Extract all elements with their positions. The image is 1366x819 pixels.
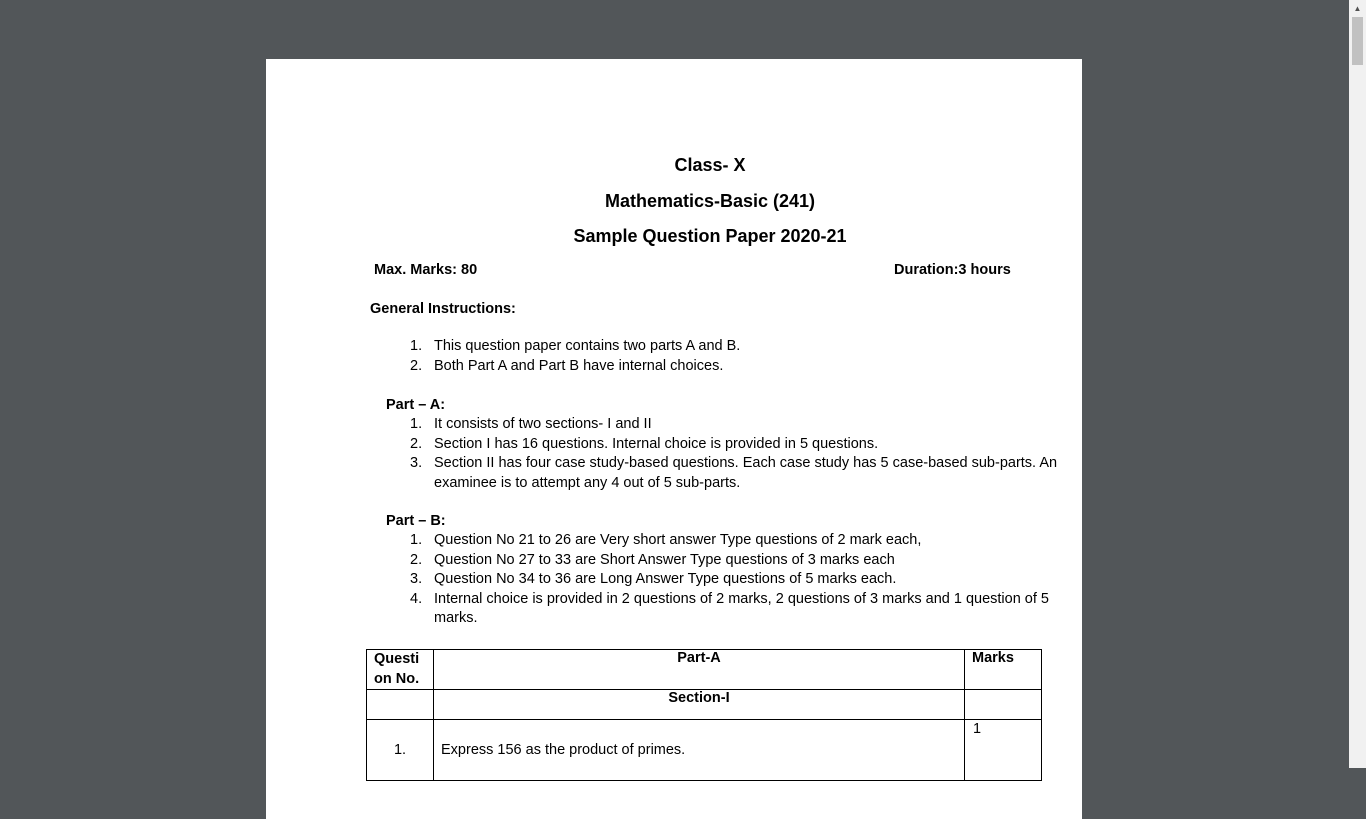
part-a-heading: Part – A: (386, 397, 446, 413)
max-marks: Max. Marks: 80 (374, 262, 478, 278)
section-label: Section-I (434, 690, 965, 720)
header-question-no: Questi on No. (367, 650, 434, 690)
part-b-list (370, 531, 1070, 629)
paper-title: Sample Question Paper 2020-21 (573, 226, 847, 246)
general-instructions-heading: General Instructions: (370, 301, 516, 317)
scroll-up-arrow-icon[interactable]: ▲ (1353, 4, 1362, 13)
header-marks: Marks (965, 650, 1042, 690)
question-marks: 1 (965, 720, 1042, 781)
question-number: 1. (367, 720, 434, 781)
vertical-scrollbar[interactable] (1349, 0, 1366, 768)
list-item: 1. Question No 21 to 26 are Very short answer Type questions of 2 mark each, (410, 532, 922, 548)
section-row (367, 690, 1042, 720)
list-item: 2. Section I has 16 questions. Internal choice is provided in 5 questions. (410, 435, 879, 452)
document-page (266, 59, 1082, 819)
list-item: 2. Both Part A and Part B have internal choices. (410, 357, 724, 374)
part-a-list (370, 415, 1060, 493)
list-item: 1. It consists of two sections- I and II (410, 416, 652, 432)
list-item: 3. Section II has four case study-based questions. Each case study has 5 case-based sub-parts. An examinee is to attempt any 4 out of 5 sub-parts. (410, 455, 1058, 491)
question-text: Express 156 as the product of primes. (434, 720, 965, 781)
table-header-row (367, 650, 1042, 690)
class-title: Class- X (674, 155, 746, 175)
table-row (367, 720, 1042, 781)
list-item: 1. This question paper contains two parts A and B. (410, 338, 741, 354)
part-b-heading: Part – B: (386, 513, 446, 529)
general-instructions-list (370, 337, 1080, 376)
question-table (366, 649, 1042, 781)
subject-title: Mathematics-Basic (241) (604, 191, 816, 211)
list-item: 4. Internal choice is provided in 2 questions of 2 marks, 2 questions of 3 marks and 1 question of 5 marks. (410, 590, 1049, 626)
header-part-a: Part-A (434, 650, 965, 690)
scrollbar-thumb[interactable] (1352, 17, 1363, 65)
duration: Duration:3 hours (894, 262, 1011, 278)
list-item: 3. Question No 34 to 36 are Long Answer Type questions of 5 marks each. (410, 571, 897, 587)
list-item: 2. Question No 27 to 33 are Short Answer Type questions of 3 marks each (410, 551, 895, 568)
